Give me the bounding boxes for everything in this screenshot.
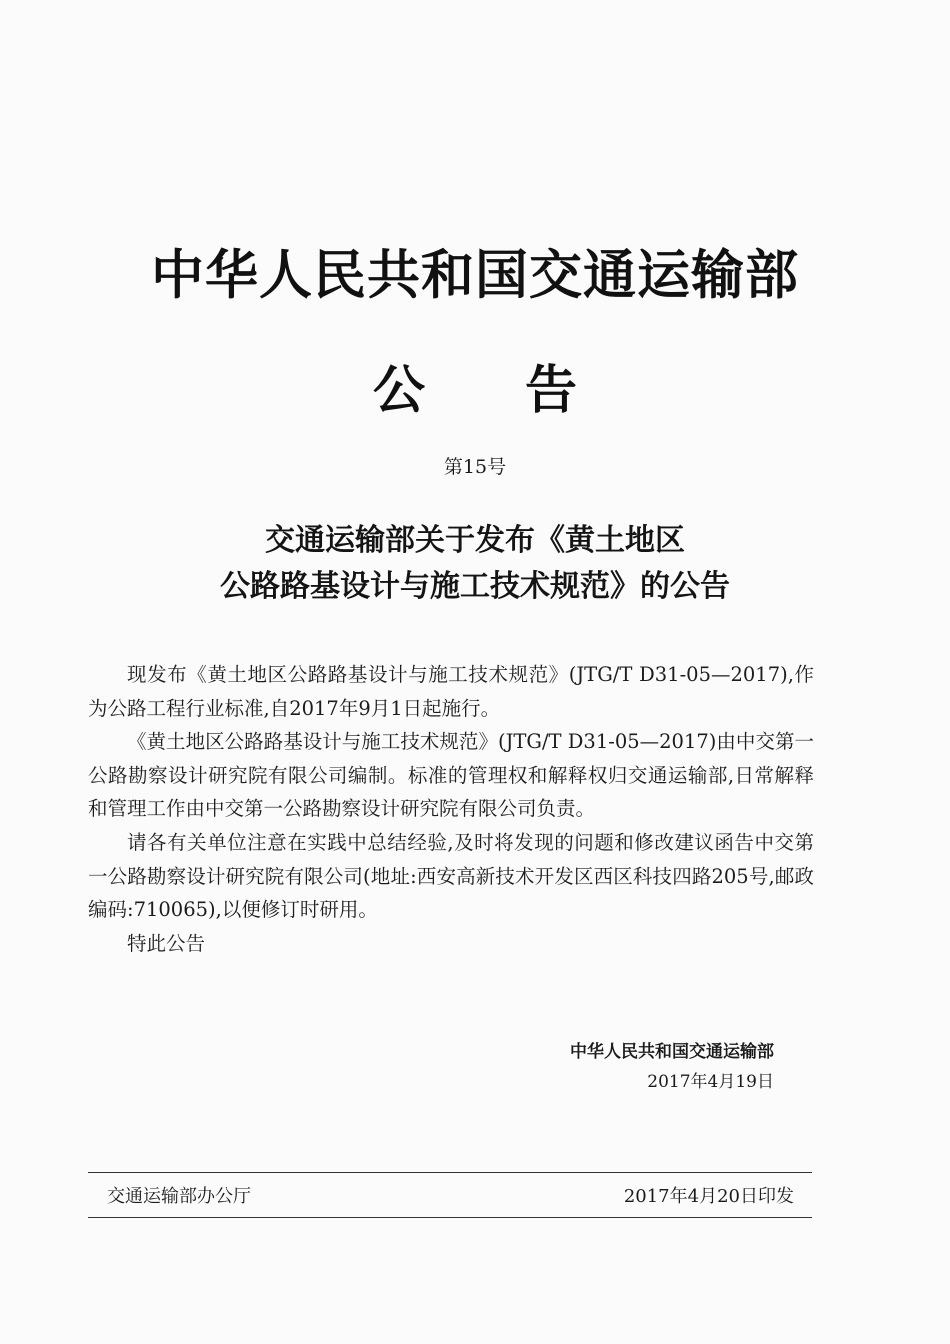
body-paragraph: 《黄土地区公路路基设计与施工技术规范》(JTG/T D31-05—2017)由中交第一公路勘察设计研究院有限公司编制。标准的管理权和解释权归交通运输部,日常解释和管理工作由中交第一公路勘察设计研究院有限公司负责。 [88,730,814,821]
headline-line-1: 交通运输部关于发布《黄土地区 [265,523,685,558]
notice-char-1: 公 [372,361,425,421]
notice-heading [0,360,950,422]
headline-line-2: 公路路基设计与施工技术规范》的公告 [220,569,730,604]
footer-issuer: 交通运输部办公厅 [107,1186,251,1207]
signature-organization: 中华人民共和国交通运输部 [570,1042,774,1062]
notice-headline [0,518,950,610]
notice-char-2: 告 [525,361,578,421]
issue-number: 第15号 [443,456,507,478]
footer-print-date: 2017年4月20日印发 [623,1186,794,1207]
signature-date: 2017年4月19日 [647,1072,774,1092]
notice-body [88,658,814,960]
body-paragraph: 请各有关单位注意在实践中总结经验,及时将发现的问题和修改建议函告中交第一公路勘察设计研究院有限公司(地址:西安高新技术开发区西区科技四路205号,邮政编码:710065),以便修订时研用。 [88,830,814,922]
footer-top-rule [88,1172,812,1173]
footer-bottom-rule [88,1217,812,1218]
signature-block [570,1037,774,1097]
ministry-title: 中华人民共和国交通运输部 [151,245,799,306]
body-paragraph: 现发布《黄土地区公路路基设计与施工技术规范》(JTG/T D31-05—2017),作为公路工程行业标准,自2017年9月1日起施行。 [88,663,814,720]
body-paragraph: 特此公告 [127,931,206,955]
